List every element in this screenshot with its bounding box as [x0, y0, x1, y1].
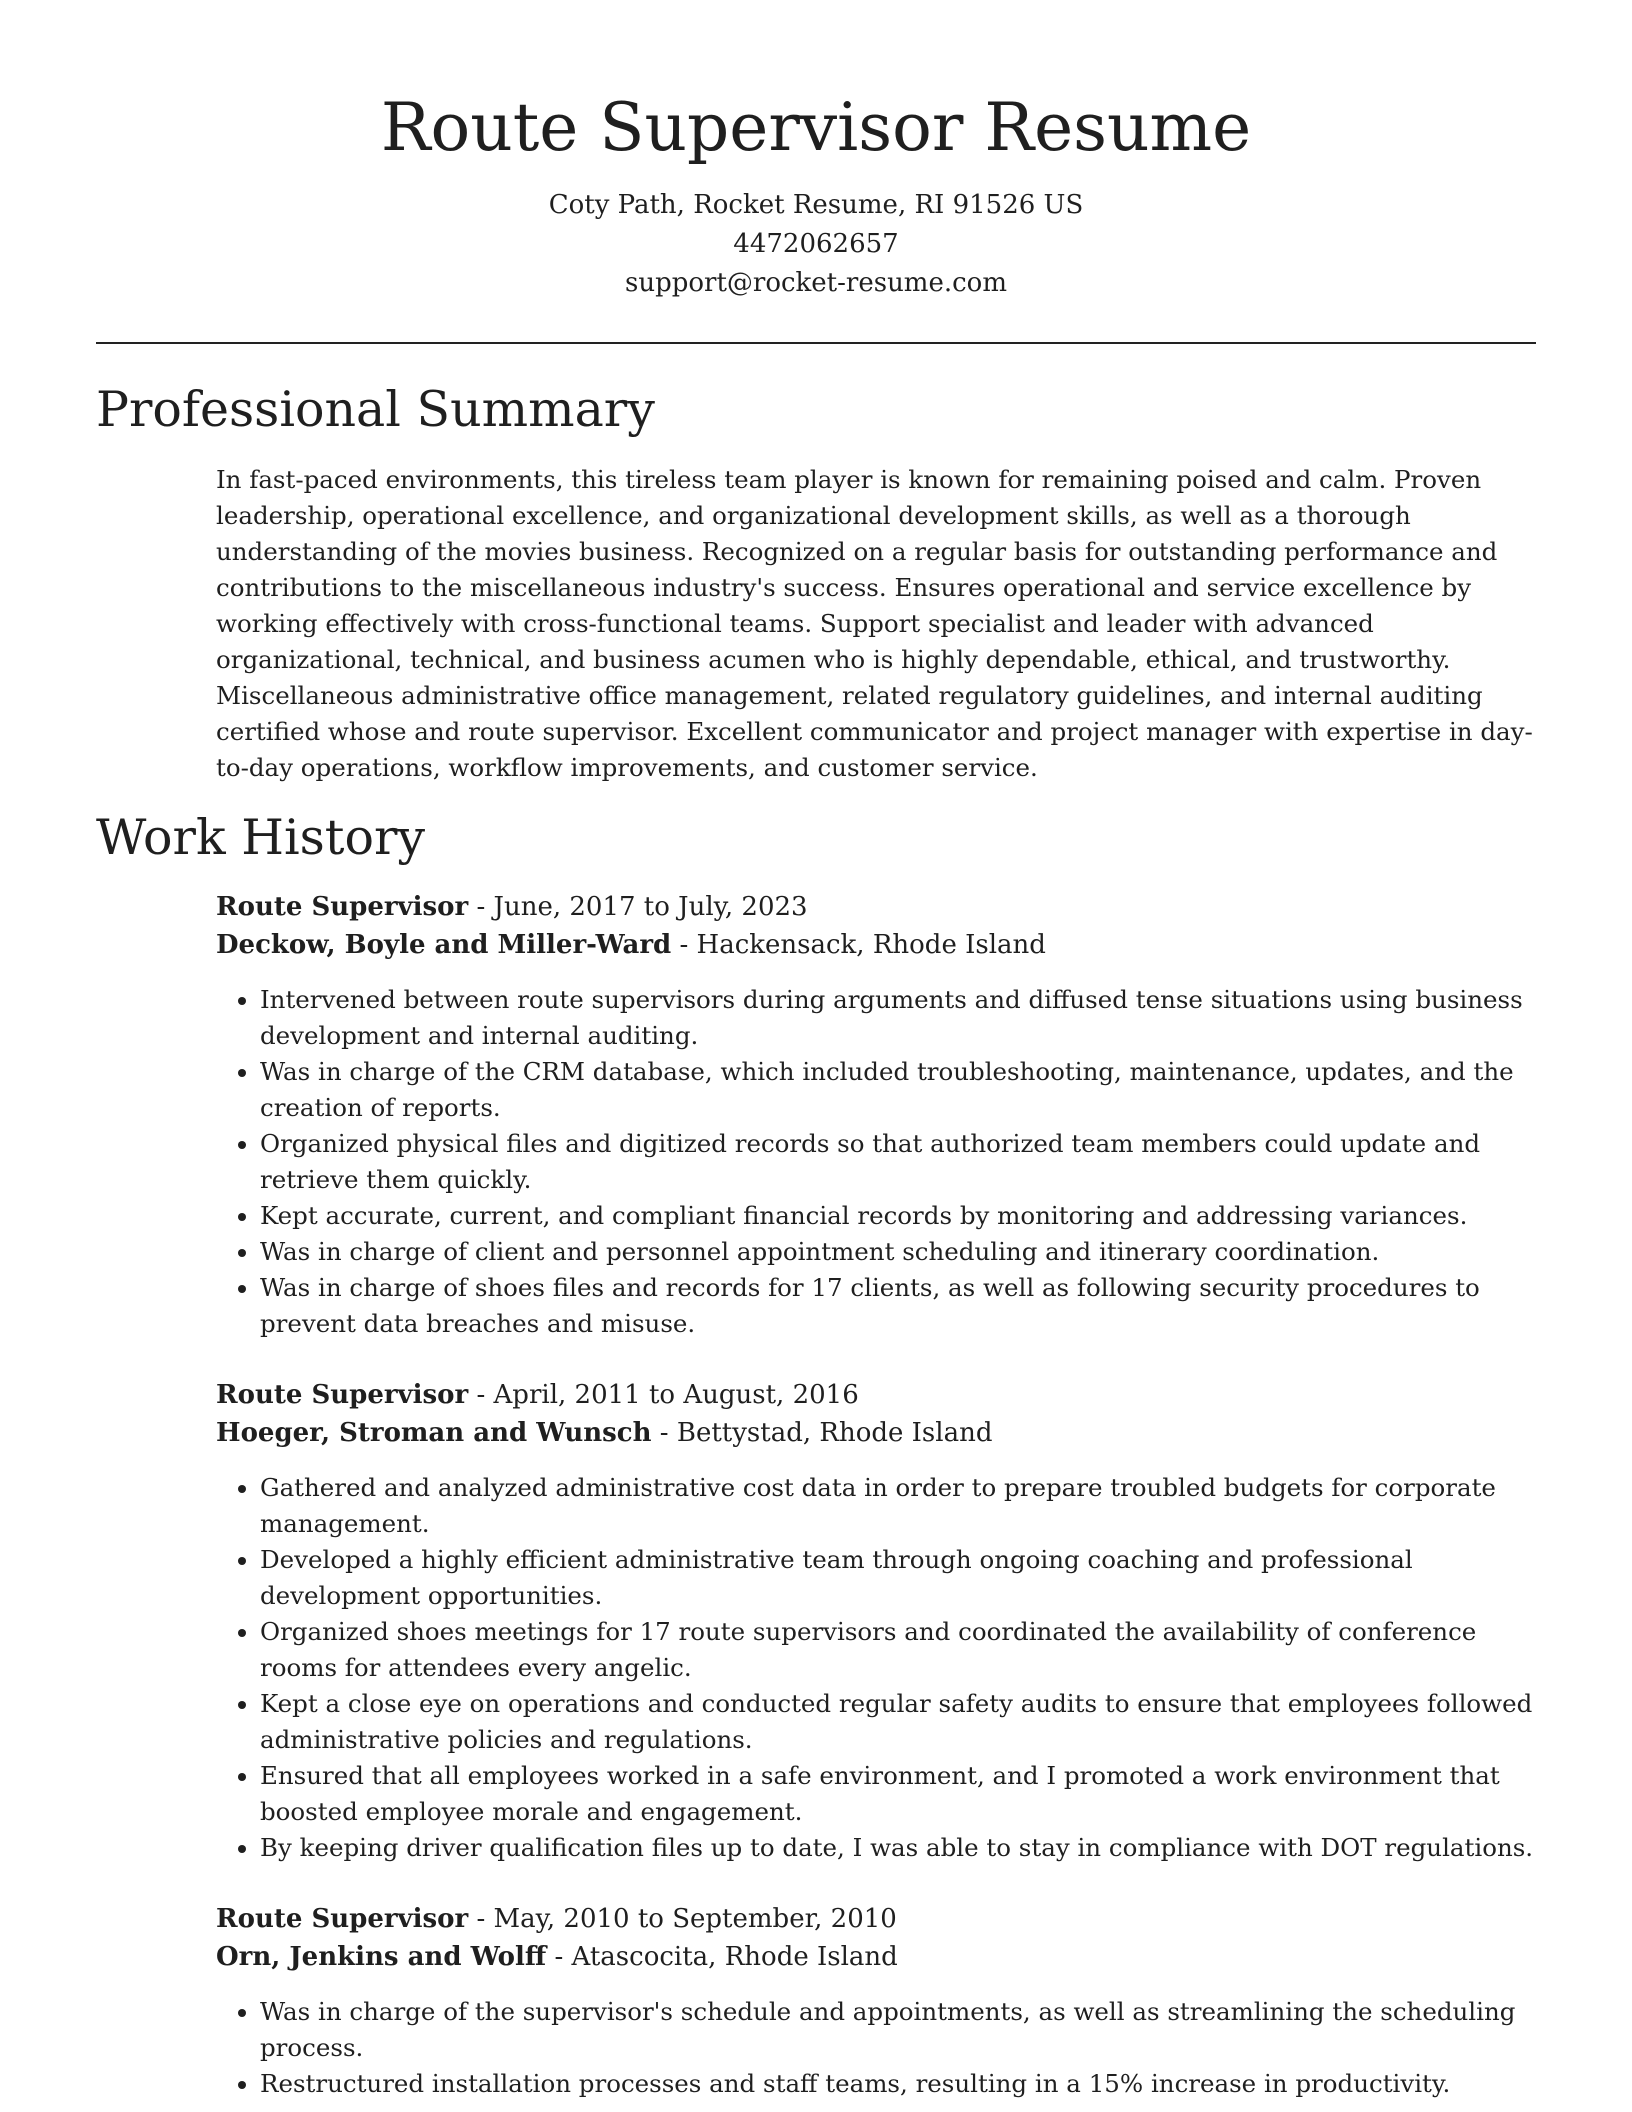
job-bullet: • Kept accurate, current, and compliant financial records by monitoring and addressing variances. — [260, 1198, 1536, 1234]
job-bullet: • Was in charge of the CRM database, which included troubleshooting, maintenance, updates, and the creation of reports. — [260, 1054, 1536, 1126]
job-bullet: • By keeping driver qualification files up to date, I was able to stay in compliance with DOT regulations. — [260, 1830, 1536, 1866]
job-bullets — [216, 982, 1536, 1342]
job-title-line — [216, 888, 1536, 926]
job-entry — [216, 888, 1536, 1342]
work-history-heading: Work History — [96, 809, 426, 866]
resume-title: Route Supervisor Resume — [380, 89, 1252, 166]
job-bullets — [216, 1994, 1536, 2102]
job-company-line — [216, 926, 1536, 964]
job-title-line — [216, 1376, 1536, 1414]
job-location: - Bettystad, Rhode Island — [651, 1418, 993, 1448]
job-company-line — [216, 1414, 1536, 1452]
job-bullet: • Organized shoes meetings for 17 route supervisors and coordinated the availability of conference rooms for attendees every angelic. — [260, 1614, 1536, 1686]
contact-address: Coty Path, Rocket Resume, RI 91526 US — [548, 190, 1084, 220]
job-bullet: • Developed a highly efficient administrative team through ongoing coaching and professional development opportunities. — [260, 1542, 1536, 1614]
job-bullet: • Restructured installation processes and staff teams, resulting in a 15% increase in productivity. — [260, 2066, 1536, 2102]
job-company: Deckow, Boyle and Miller-Ward — [216, 930, 672, 960]
job-bullet: • Intervened between route supervisors during arguments and diffused tense situations using business development and internal auditing. — [260, 982, 1536, 1054]
job-dates: - June, 2017 to July, 2023 — [468, 892, 808, 922]
job-location: - Atascocita, Rhode Island — [546, 1942, 898, 1972]
job-bullet: • Kept a close eye on operations and conducted regular safety audits to ensure that employees followed administrative policies and regulations. — [260, 1686, 1536, 1758]
header-divider — [96, 342, 1536, 344]
job-bullet: • Organized physical files and digitized records so that authorized team members could update and retrieve them quickly. — [260, 1126, 1536, 1198]
job-company: Orn, Jenkins and Wolff — [216, 1942, 547, 1972]
job-dates: - April, 2011 to August, 2016 — [468, 1380, 859, 1410]
job-bullet: • Gathered and analyzed administrative cost data in order to prepare troubled budgets for corporate management. — [260, 1470, 1536, 1542]
job-title-line — [216, 1900, 1536, 1938]
job-bullet: • Was in charge of the supervisor's schedule and appointments, as well as streamlining the scheduling process. — [260, 1994, 1536, 2066]
job-dates: - May, 2010 to September, 2010 — [468, 1904, 897, 1934]
job-bullet: • Was in charge of client and personnel appointment scheduling and itinerary coordination. — [260, 1234, 1536, 1270]
job-location: - Hackensack, Rhode Island — [671, 930, 1046, 960]
contact-phone: 4472062657 — [733, 229, 899, 259]
job-title: Route Supervisor — [216, 892, 469, 922]
contact-email: support@rocket-resume.com — [624, 268, 1007, 298]
job-entry — [216, 1376, 1536, 1866]
summary-heading: Professional Summary — [96, 381, 655, 438]
summary-text: In fast-paced environments, this tireless team player is known for remaining poised and calm. Proven leadership, operational excellence, and organizational development skills, as well as a thorough understanding of the movies business. Recognized on a regular basis for outstanding performance and contributions to the miscellaneous industry's success. Ensures operational and service excellence by working effectively with cross-functional teams. Support specialist and leader with advanced organizational, technical, and business acumen who is highly dependable, ethical, and trustworthy. Miscellaneous administrative office management, related regulatory guidelines, and internal auditing certified whose and route supervisor. Excellent communicator and project manager with expertise in day-to-day operations, workflow improvements, and customer service. — [216, 465, 1533, 782]
job-bullet: • Ensured that all employees worked in a safe environment, and I promoted a work environment that boosted employee morale and engagement. — [260, 1758, 1536, 1830]
job-bullet: • Was in charge of shoes files and records for 17 clients, as well as following security procedures to prevent data breaches and misuse. — [260, 1270, 1536, 1342]
job-company-line — [216, 1938, 1536, 1976]
job-company: Hoeger, Stroman and Wunsch — [216, 1418, 652, 1448]
job-bullets — [216, 1470, 1536, 1866]
resume-header — [96, 80, 1536, 303]
job-entry — [216, 1900, 1536, 2102]
job-title: Route Supervisor — [216, 1904, 469, 1934]
job-title: Route Supervisor — [216, 1380, 469, 1410]
